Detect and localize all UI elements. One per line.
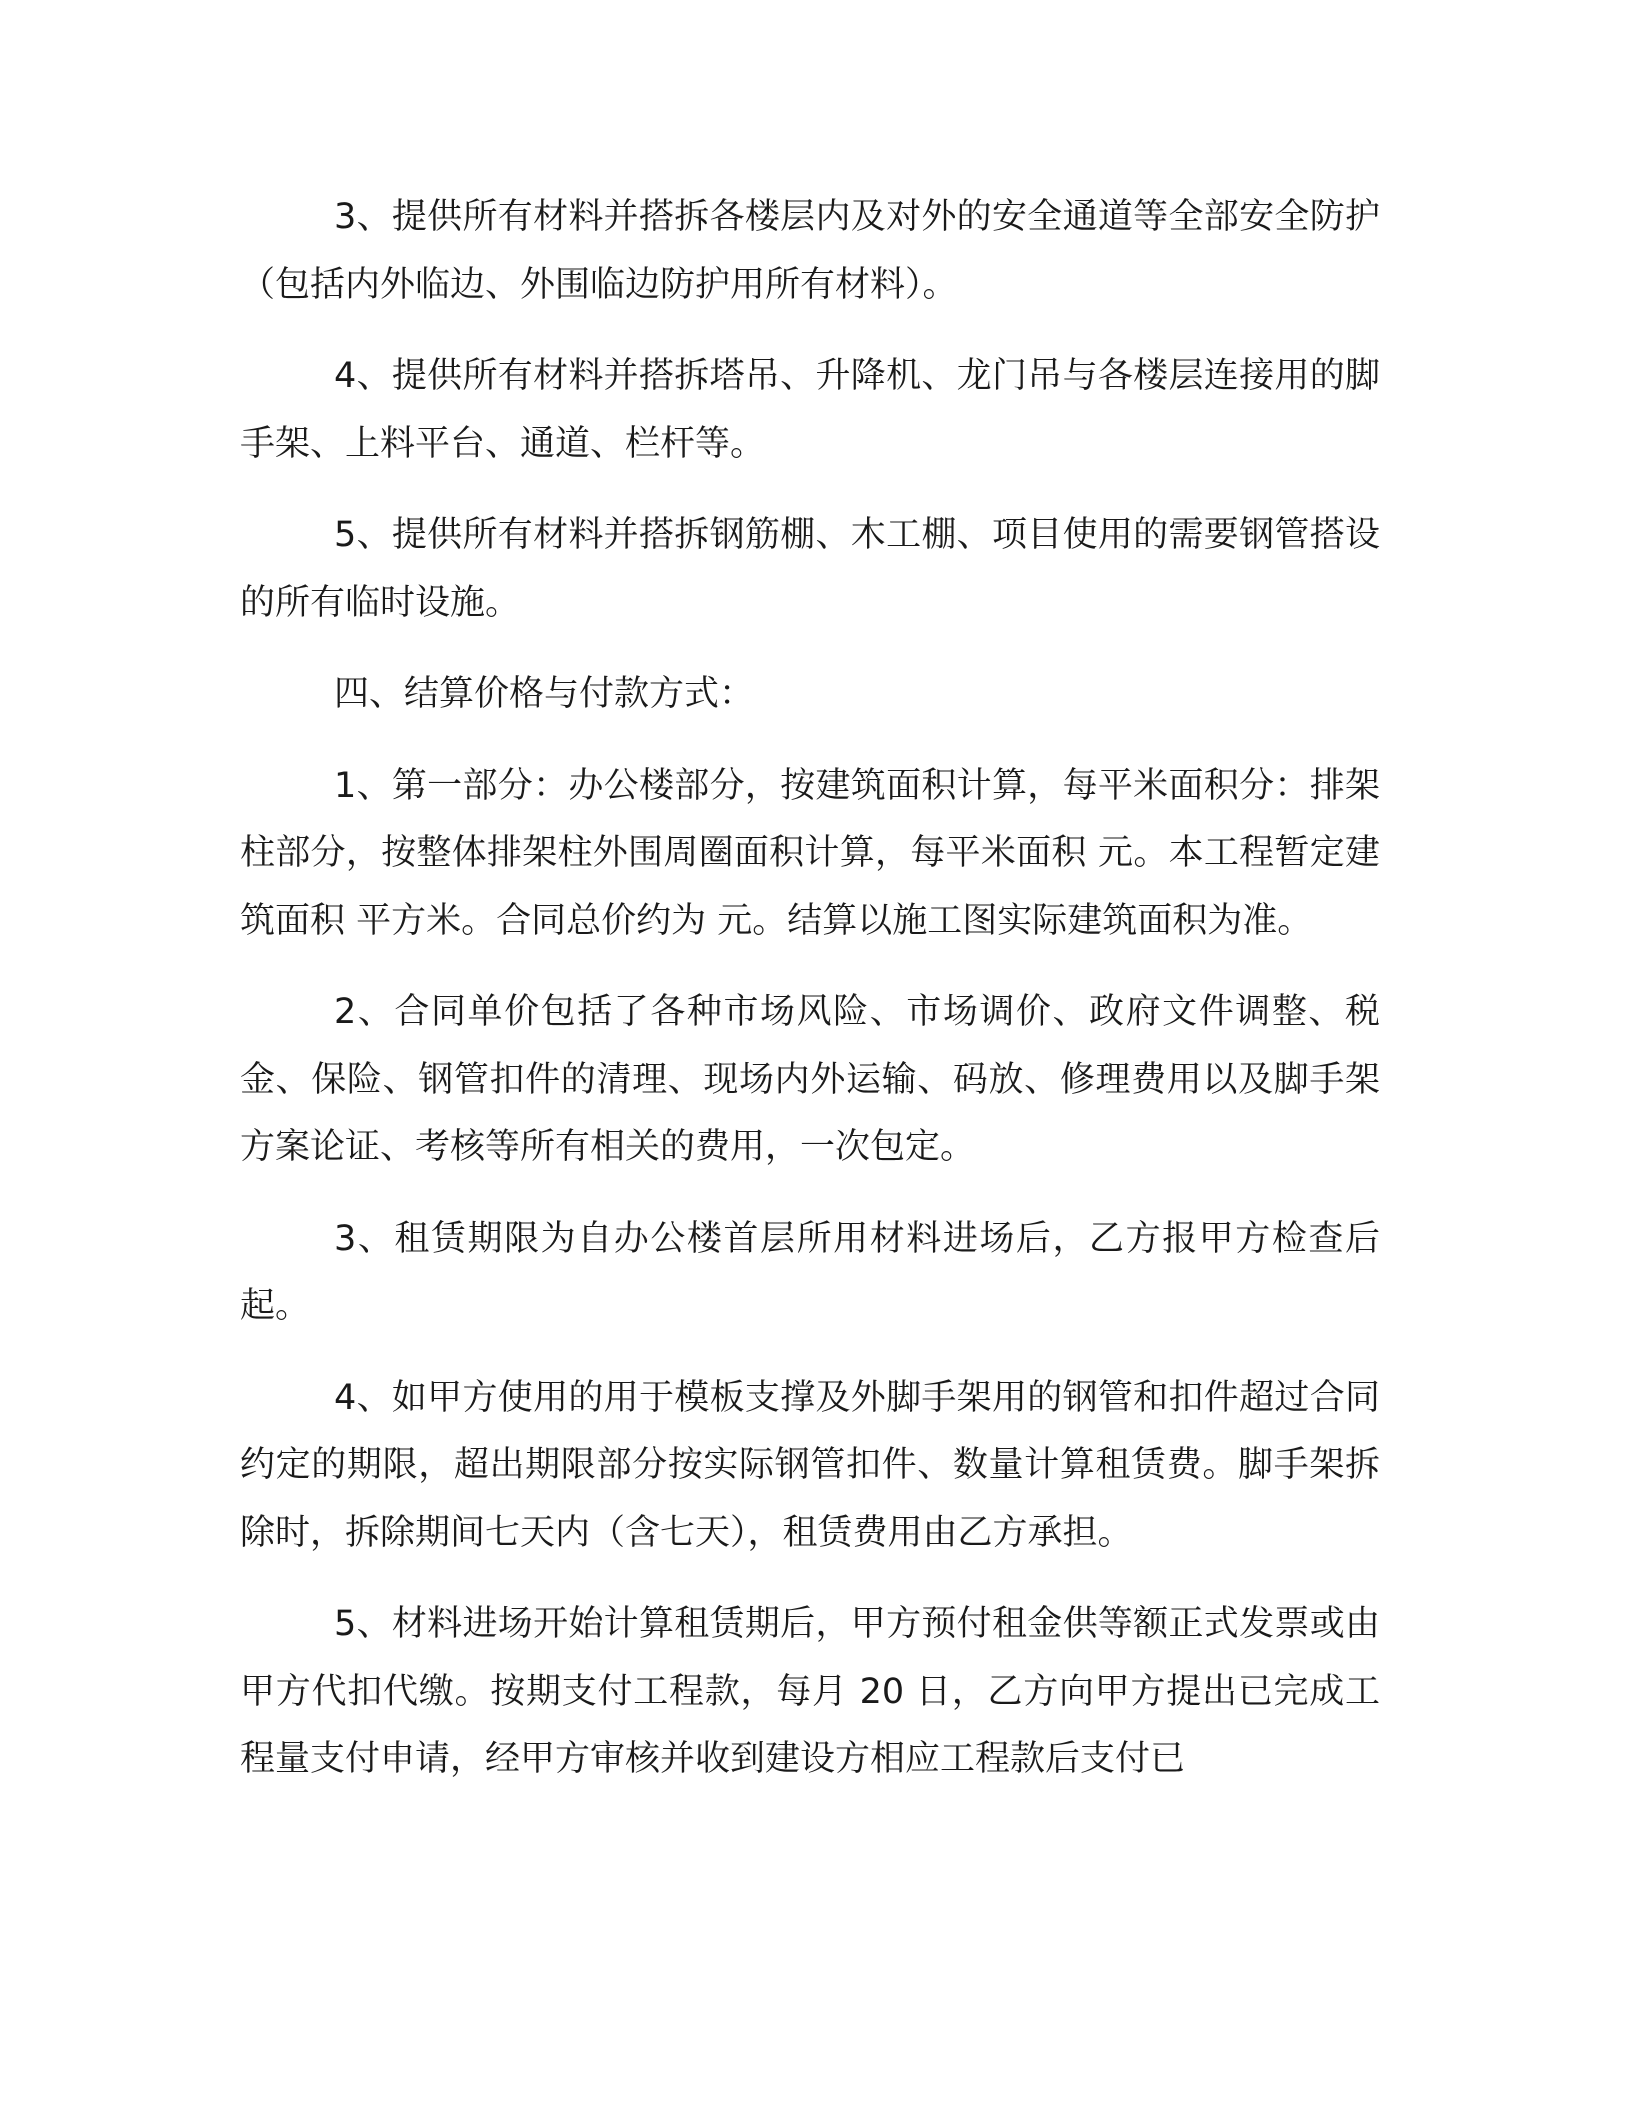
section-heading-settlement: 四、结算价格与付款方式： [334, 674, 755, 714]
paragraph-scaffold-connection: 4、提供所有材料并搭拆塔吊、升降机、龙门吊与各楼层连接用的脚手架、上料平台、通道、栏杆等。 [240, 356, 1380, 464]
paragraph-payment: 5、材料进场开始计算租赁期后，甲方预付租金供等额正式发票或由甲方代扣代缴。按期支付工程款，每月 20 日，乙方向甲方提出已完成工程量支付申请，经甲方审核并收到建设方相应工程款后支付已 [240, 1604, 1380, 1779]
paragraph-temporary-facilities: 5、提供所有材料并搭拆钢筋棚、木工棚、项目使用的需要钢管搭设的所有临时设施。 [240, 515, 1380, 623]
paragraph-overdue-lease: 4、如甲方使用的用于模板支撑及外脚手架用的钢管和扣件超过合同约定的期限，超出期限部分按实际钢管扣件、数量计算租赁费。脚手架拆除时，拆除期间七天内（含七天），租赁费用由乙方承担。 [240, 1377, 1380, 1553]
paragraph-lease-term: 3、租赁期限为自办公楼首层所用材料进场后，乙方报甲方检查后起。 [240, 1218, 1380, 1326]
paragraph-safety-passage: 3、提供所有材料并搭拆各楼层内及对外的安全通道等全部安全防护（包括内外临边、外围临边防护用所有材料）。 [240, 197, 1380, 305]
paragraph-unit-price: 2、合同单价包括了各种市场风险、市场调价、政府文件调整、税金、保险、钢管扣件的清理、现场内外运输、码放、修理费用以及脚手架方案论证、考核等所有相关的费用，一次包定。 [240, 992, 1380, 1167]
paragraph-settlement-part-one: 1、第一部分：办公楼部分，按建筑面积计算，每平米面积分：排架柱部分，按整体排架柱外围周圈面积计算，每平米面积 元。本工程暂定建筑面积 平方米。合同总价约为 元。结算以施工图实际建筑面积为准。 [240, 765, 1380, 941]
document-body [240, 184, 1380, 1818]
